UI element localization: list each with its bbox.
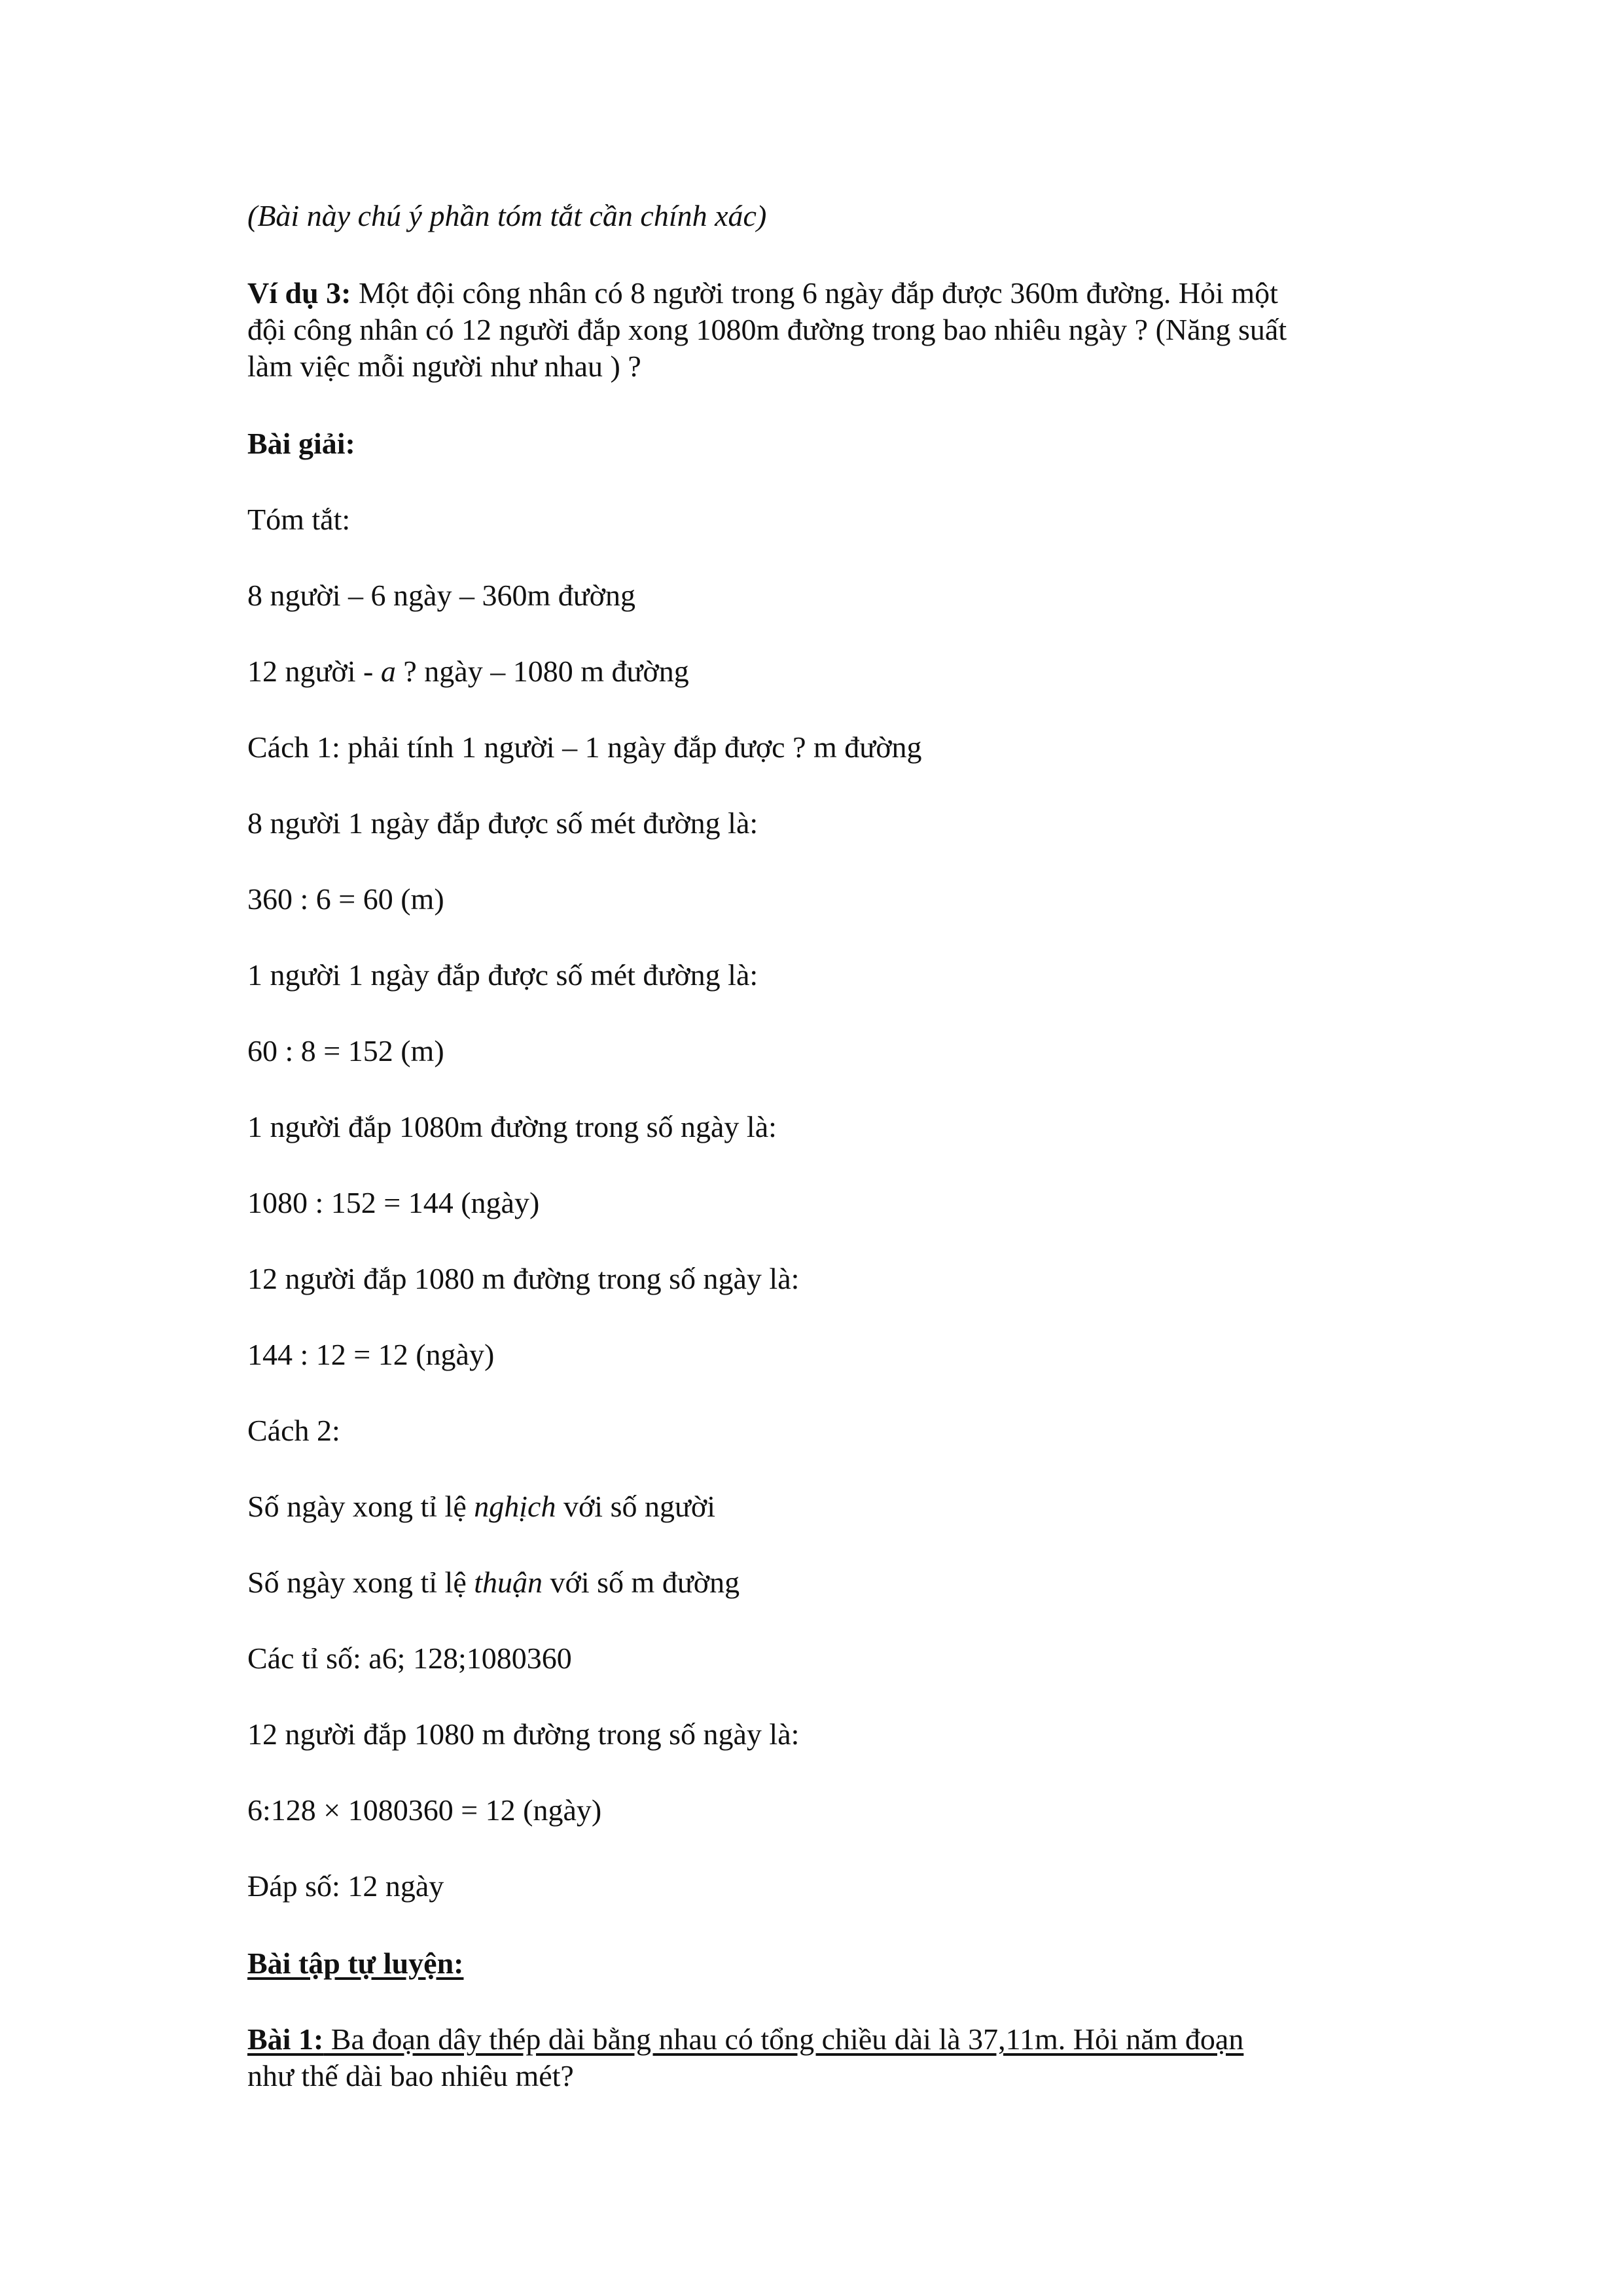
direct-ratio-line — [247, 1563, 740, 1602]
method-1-line: Cách 1: phải tính 1 người – 1 ngày đắp được ? m đường — [247, 730, 922, 764]
direct-word: thuận — [474, 1566, 543, 1599]
exercise-1-line-2: như thế dài bao nhiêu mét? — [247, 2059, 574, 2092]
ratios-line: Các tỉ số: a6; 128;1080360 — [247, 1641, 572, 1675]
exercise-1-text-1: Ba đoạn dây thép dài bằng nhau có tổng chiều dài là 37,11m. Hỏi năm đoạn — [323, 2022, 1244, 2056]
summary-line-2 — [247, 652, 689, 691]
example-label: Ví dụ 3: — [247, 276, 351, 310]
inverse-ratio-pre: Số ngày xong tỉ lệ — [247, 1490, 474, 1523]
summary-title: Tóm tắt: — [247, 503, 351, 536]
step-4-calc: 144 : 12 = 12 (ngày) — [247, 1338, 495, 1371]
inverse-ratio-line — [247, 1487, 715, 1526]
example-line-2: đội công nhân có 12 người đắp xong 1080m đường trong bao nhiêu ngày ? (Năng suất — [247, 313, 1287, 346]
example-text-1: Một đội công nhân có 8 người trong 6 ngày đắp được 360m đường. Hỏi một — [351, 276, 1278, 310]
solution-heading: Bài giải: — [247, 427, 355, 460]
step-4-text: 12 người đắp 1080 m đường trong số ngày là: — [247, 1262, 800, 1295]
example-line-1 — [247, 274, 1386, 313]
example-line-3: làm việc mỗi người như nhau ) ? — [247, 350, 641, 383]
method-2-line: Cách 2: — [247, 1414, 340, 1447]
direct-ratio-pre: Số ngày xong tỉ lệ — [247, 1566, 474, 1599]
summary-line-1: 8 người – 6 ngày – 360m đường — [247, 579, 635, 612]
inverse-word: nghịch — [474, 1490, 556, 1523]
exercises-heading: Bài tập tự luyện: — [247, 1946, 464, 1980]
summary-line-2-post: ? ngày – 1080 m đường — [395, 655, 689, 688]
exercise-1-label: Bài 1: — [247, 2022, 324, 2056]
note-line: (Bài này chú ý phần tóm tắt cần chính xác) — [247, 199, 767, 232]
direct-ratio-post: với số m đường — [543, 1566, 740, 1599]
summary-line-2-pre: 12 người - — [247, 655, 381, 688]
answer-line: Đáp số: 12 ngày — [247, 1869, 444, 1903]
step-1-calc: 360 : 6 = 60 (m) — [247, 882, 444, 916]
step-2-calc: 60 : 8 = 152 (m) — [247, 1034, 444, 1067]
step-5-text: 12 người đắp 1080 m đường trong số ngày là: — [247, 1717, 800, 1751]
step-3-calc: 1080 : 152 = 144 (ngày) — [247, 1186, 540, 1219]
step-2-text: 1 người 1 ngày đắp được số mét đường là: — [247, 958, 758, 992]
inverse-ratio-post: với số người — [556, 1490, 716, 1523]
exercise-1-line-1 — [247, 2020, 1386, 2059]
step-1-text: 8 người 1 ngày đắp được số mét đường là: — [247, 806, 758, 840]
unknown-variable: a — [380, 655, 396, 688]
step-3-text: 1 người đắp 1080m đường trong số ngày là: — [247, 1110, 777, 1143]
step-5-calc: 6:128 × 1080360 = 12 (ngày) — [247, 1793, 602, 1827]
